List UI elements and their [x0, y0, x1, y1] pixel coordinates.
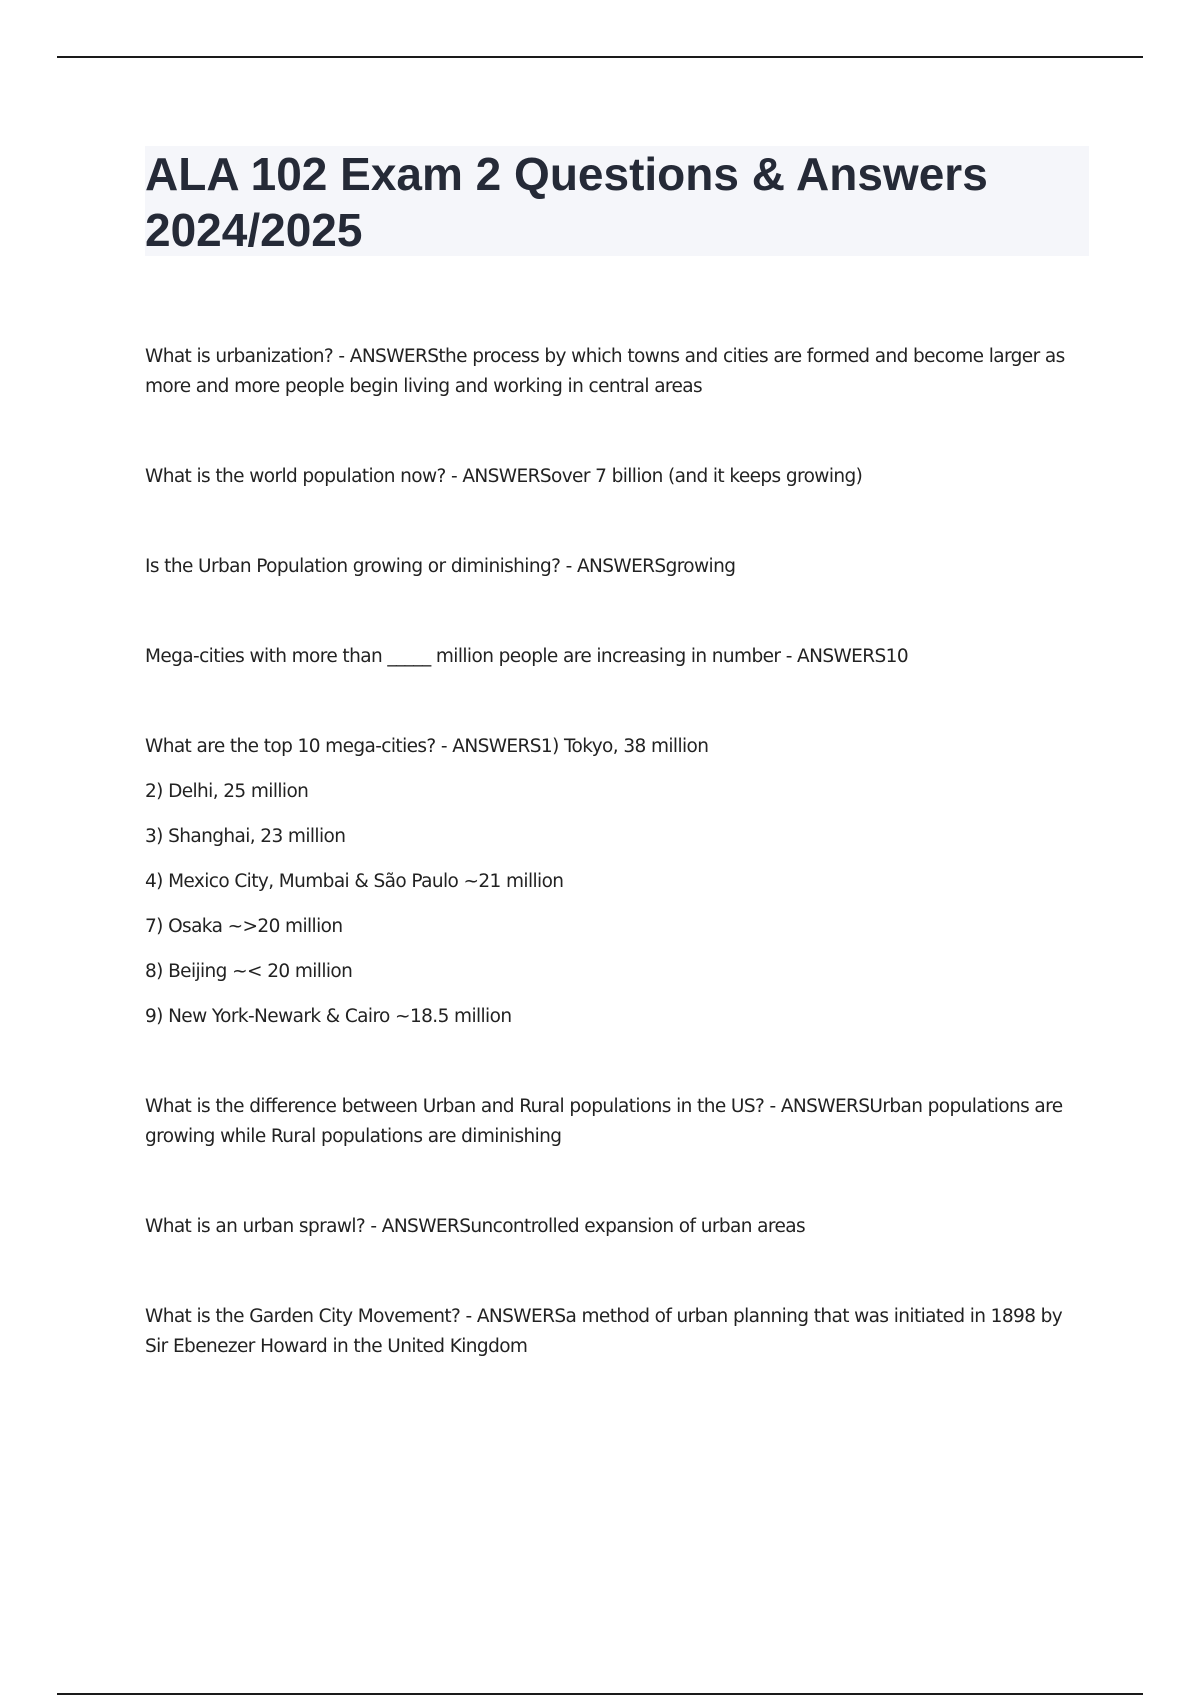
title-block — [145, 146, 1089, 256]
document-title-line-1: ALA 102 Exam 2 Questions & Answers — [145, 148, 988, 200]
megacity-list-item: 9) New York-Newark & Cairo ~18.5 million — [145, 1006, 512, 1027]
qa-item-world-population: What is the world population now? - ANSWERSover 7 billion (and it keeps growing) — [145, 466, 863, 487]
megacity-list-item: 2) Delhi, 25 million — [145, 781, 309, 802]
megacity-list-item: 8) Beijing ~< 20 million — [145, 961, 353, 982]
qa-item-top-megacities: What are the top 10 mega-cities? - ANSWERS1) Tokyo, 38 million — [145, 736, 709, 757]
qa-item-garden-city: What is the Garden City Movement? - ANSWERSa method of urban planning that was initiated in 1898 by Sir Ebenezer Howard in the United Kingdom — [145, 1306, 1063, 1357]
qa-item-urban-rural-difference: What is the difference between Urban and Rural populations in the US? - ANSWERSUrban populations are growing while Rural populations are diminishing — [145, 1096, 1063, 1147]
top-rule — [57, 56, 1143, 58]
qa-item-urban-sprawl: What is an urban sprawl? - ANSWERSuncontrolled expansion of urban areas — [145, 1216, 806, 1237]
bottom-rule — [57, 1693, 1143, 1695]
megacity-list-item: 3) Shanghai, 23 million — [145, 826, 346, 847]
qa-item-mega-cities-count: Mega-cities with more than _____ million people are increasing in number - ANSWERS10 — [145, 646, 909, 667]
megacity-list-item: 4) Mexico City, Mumbai & São Paulo ~21 million — [145, 871, 564, 892]
document-title-line-2: 2024/2025 — [145, 204, 363, 256]
document-body — [145, 146, 1089, 1422]
qa-item-urban-population: Is the Urban Population growing or diminishing? - ANSWERSgrowing — [145, 556, 736, 577]
megacity-list-item: 7) Osaka ~>20 million — [145, 916, 343, 937]
qa-item-urbanization: What is urbanization? - ANSWERSthe process by which towns and cities are formed and become larger as more and more people begin living and working in central areas — [145, 346, 1065, 397]
